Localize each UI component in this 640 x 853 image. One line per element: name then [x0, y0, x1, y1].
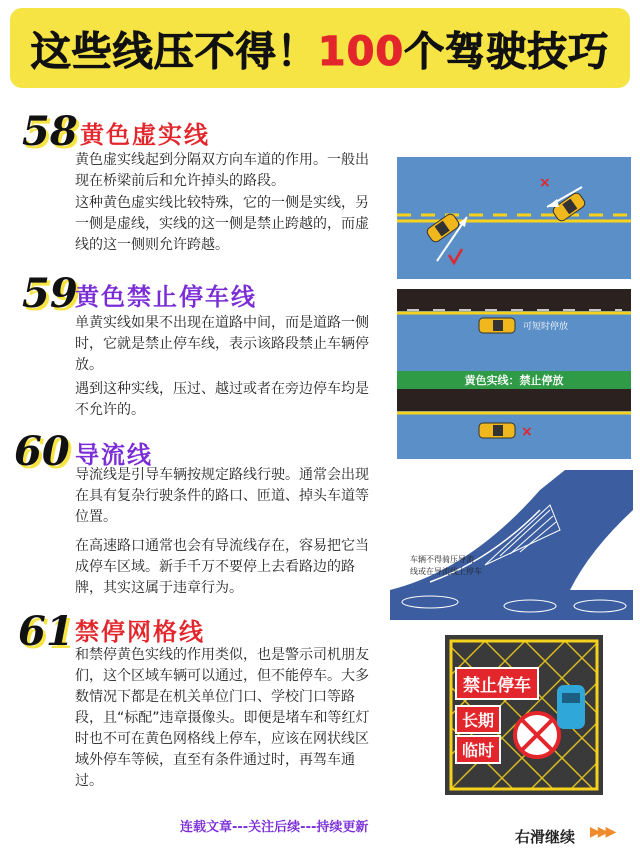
section-title-60: 导流线 — [75, 441, 153, 469]
yellow-dashed-solid-line-illustration — [397, 157, 631, 279]
title-banner — [10, 8, 630, 88]
guide-line-illustration — [390, 470, 633, 620]
no-parking-line-illustration — [397, 289, 631, 459]
page-title: 这些线压不得！100个驾驶技巧 — [30, 28, 610, 75]
series-update-notice: 连载文章---关注后续---持续更新 — [180, 820, 369, 835]
section-59-paragraph-1: 单黄实线如果不出现在道路中间，而是道路一侧时，它就是禁止停车线，表示该路段禁止车辆停放。 — [75, 315, 369, 373]
section-60-paragraph-2: 在高速路口通常也会有导流线存在，容易把它当成停车区域。新手千万不要停上去看路边的路牌，其实这属于违章行为。 — [75, 538, 369, 596]
sign-temporary: 临时 — [455, 735, 501, 764]
no-stopping-grid-illustration — [445, 635, 603, 795]
swipe-arrows-icon[interactable]: ▶▶▶ — [590, 824, 614, 840]
section-title-58: 黄色虚实线 — [80, 121, 210, 149]
section-title-59: 黄色禁止停车线 — [75, 283, 257, 311]
section-60-paragraph-1: 导流线是引导车辆按规定路线行驶。通常会出现在具有复杂行驶条件的路口、匝道、掉头车道等位置。 — [75, 467, 369, 525]
band-label: 黄色实线：禁止停放 — [464, 374, 564, 387]
section-58-paragraph-2: 这种黄色虚实线比较特殊，它的一侧是实线，另一侧是虚线，实线的这一侧是禁止跨越的，而虚线的这一侧则允许跨越。 — [75, 195, 369, 253]
section-number-61: 61 — [18, 608, 74, 655]
section-number-58: 58 — [22, 108, 78, 155]
section-59-paragraph-2: 遇到这种实线，压过、越过或者在旁边停车均是不允许的。 — [75, 381, 369, 418]
section-58-paragraph-1: 黄色虚实线起到分隔双方向车道的作用。一般出现在桥梁前后和允许掉头的路段。 — [75, 152, 369, 189]
svg-text:×: × — [539, 175, 551, 191]
guide-caption-line-1: 车辆不得骑压导流 — [410, 555, 474, 564]
swipe-continue-label[interactable]: 右滑继续 — [515, 828, 576, 846]
section-title-61: 禁停网格线 — [75, 618, 205, 646]
sign-no-parking: 禁止停车 — [455, 667, 539, 700]
section-number-60: 60 — [14, 428, 70, 475]
section-61-paragraph-1: 和禁停黄色实线的作用类似，也是警示司机朋友们，这个区域车辆可以通过，但不能停车。大多数情况下都是在机关单位门口、学校门口等路段，且“标配”违章摄像头。即便是堵车和等红灯时也不可在黄色网格线上停车，应该在网状线区域外停车等候，直至有条件通过时，再驾车通过。 — [75, 647, 370, 789]
guide-caption-line-2: 线或在导流线上停车 — [410, 567, 482, 576]
section-number-59: 59 — [22, 270, 78, 317]
svg-text:×: × — [521, 424, 533, 440]
short-parking-label: 可短时停放 — [523, 322, 569, 332]
sign-long-term: 长期 — [455, 705, 501, 734]
